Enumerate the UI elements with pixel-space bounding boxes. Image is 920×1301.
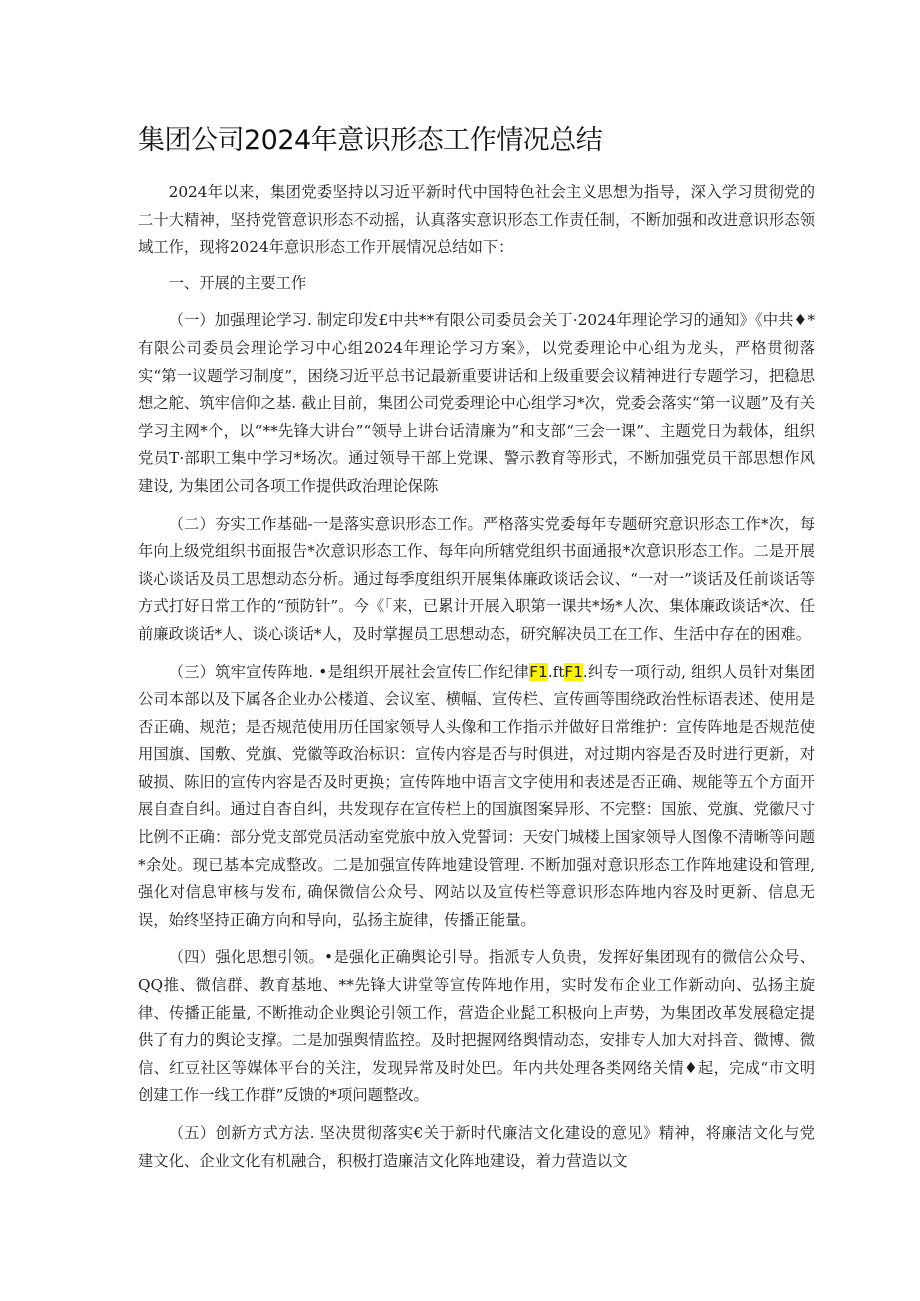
- section-2-paragraph: （二）夯实工作基础-一是落实意识形态工作。严格落实党委每年专题研究意识形态工作*次，每年向上级党组织书面报告*次意识形态工作、每年向所辖党组织书面通报*次意识形态工作。二是开展谈心谈话及员工思想动态分析。通过每季度组织开展集体廉政谈话会议、“一对一”谈话及任前谈话等方式打好日常工作的“预防针”。今《「来，已累计开展入职第一课共*场*人次、集体廉政谈话*次、任前廉政谈话*人、谈心谈话*人，及时掌握员工思想动态，研究解决员工在工作、生活中存在的困难。: [138, 514, 815, 643]
- intro-paragraph: 2024年以来，集团党委坚持以习近平新时代中国特色社会主义思想为指导，深入学习贯彻党的二十大精神，坚持党管意识形态不动摇，认真落实意识形态工作责任制，不断加强和改进意识形态领域工作，现将2024年意识形态工作开展情况总结如下：: [138, 183, 815, 257]
- section-4-paragraph: （四）强化思想引领。•是强化正确舆论引导。指派专人负贵，发挥好集团现有的微信公众号、QQ推、微信群、教育基地、**先锋大讲堂等宣传阵地作用，实时发布企业工作新动向、弘扬主旋律、传播正能量, 不断推动企业舆论引领工作，营造企业髭工积极向上声势，为集团改革发展稳定提供了有力的舆论支撑。二是加强舆情监控。及时把握网络舆情动态，安排专人加大对抖音、微博、微信、红豆社区等媒体平台的关注，发现异常及时处巴。年内共处理各类网络关情♦起，完成“市文明创建工作一线工作群”反馈的*项问题整改。: [138, 948, 815, 1105]
- highlighted-text: F1: [564, 662, 583, 681]
- document-title: 集团公司2024年意识形态工作情况总结: [138, 125, 603, 156]
- section-3-text-mid: .ft: [547, 662, 565, 681]
- section-5-paragraph: （五）创新方式方法. 坚决贯彻落实€关于新时代廉洁文化建设的意见》精神，将廉洁文化与党建文化、企业文化有机融合，积极打造廉洁文化阵地建设，着力营造以文: [138, 1124, 815, 1170]
- section-3-paragraph: [138, 659, 815, 935]
- section-3-text-mid: .: [582, 662, 588, 681]
- section-1-paragraph: （一）加强理论学习. 制定印发£中共**有限公司委员会关丁·2024年理论学习的通知》《中共♦*有限公司委员会理论学习中心组2024年理论学习方案》，以党委理论中心组为龙头，严格贯彻落实“第一议题学习制度”，困绕习近平总书记最新重要讲话和上级重要会议精神进行专题学习，把稳思想之舵、筑牢信仰之基. 截止目前，集团公司党委理论中心组学习*次，党委会落实“第一议题”及有关学习主网*个，以“**先锋大讲台”“领导上讲台话清廉为”和支部“三会一课”、主题党日为载体，组织党员T·部职工集中学习*场次。通过领导干部上党课、警示教育等形式，不断加强党员干部思想作风建设, 为集团公司各项工作提供政治理论保陈: [138, 311, 815, 495]
- section-3-text-end: 纠专一项行动, 组织人员针对集团公司本部以及下属各企业办公楼道、会议室、横幅、宣传栏、宣传画等围绕政治性标语表述、使用是否正确、规范；是否规范使用历任国家领导人头像和工作指示并做好日常维护：宣传阵地是否规范使用国旗、国敷、党旗、党徽等政治标识：宣传内容是否与时俱进，对过期内容是否及时进行更新，对破损、陈旧的宣传内容是否及时更换；宣传阵地中语言文字使用和表述是否正确、规能等五个方面开展自查自纠。通过自杳自纠，共发现存在宣传栏上的国旗图案异形、不完整：国旅、党旗、党徽尺寸比例不正确：部分党支部党员活动室党旅中放入党誓词：天安门城楼上国家领导人图像不清晰等问题*余处。现已基本完成整改。二是加强宣传阵地建设管理. 不断加强对意识形态工作阵地建设和管理, 强化对信息审核与发布, 确保微信公众号、网站以及宣传栏等意识形态阵地内容及时更新、信息无误，始终坚持正确方向和导向，弘扬主旋律，传播正能量。: [138, 662, 815, 929]
- section-3-text-start: （三）筑牢宣传阵地. •是组织开展社会宣传匚作纪律: [168, 662, 530, 681]
- section-heading: 一、开展的主要工作: [168, 273, 307, 292]
- highlighted-text: F1: [529, 662, 548, 681]
